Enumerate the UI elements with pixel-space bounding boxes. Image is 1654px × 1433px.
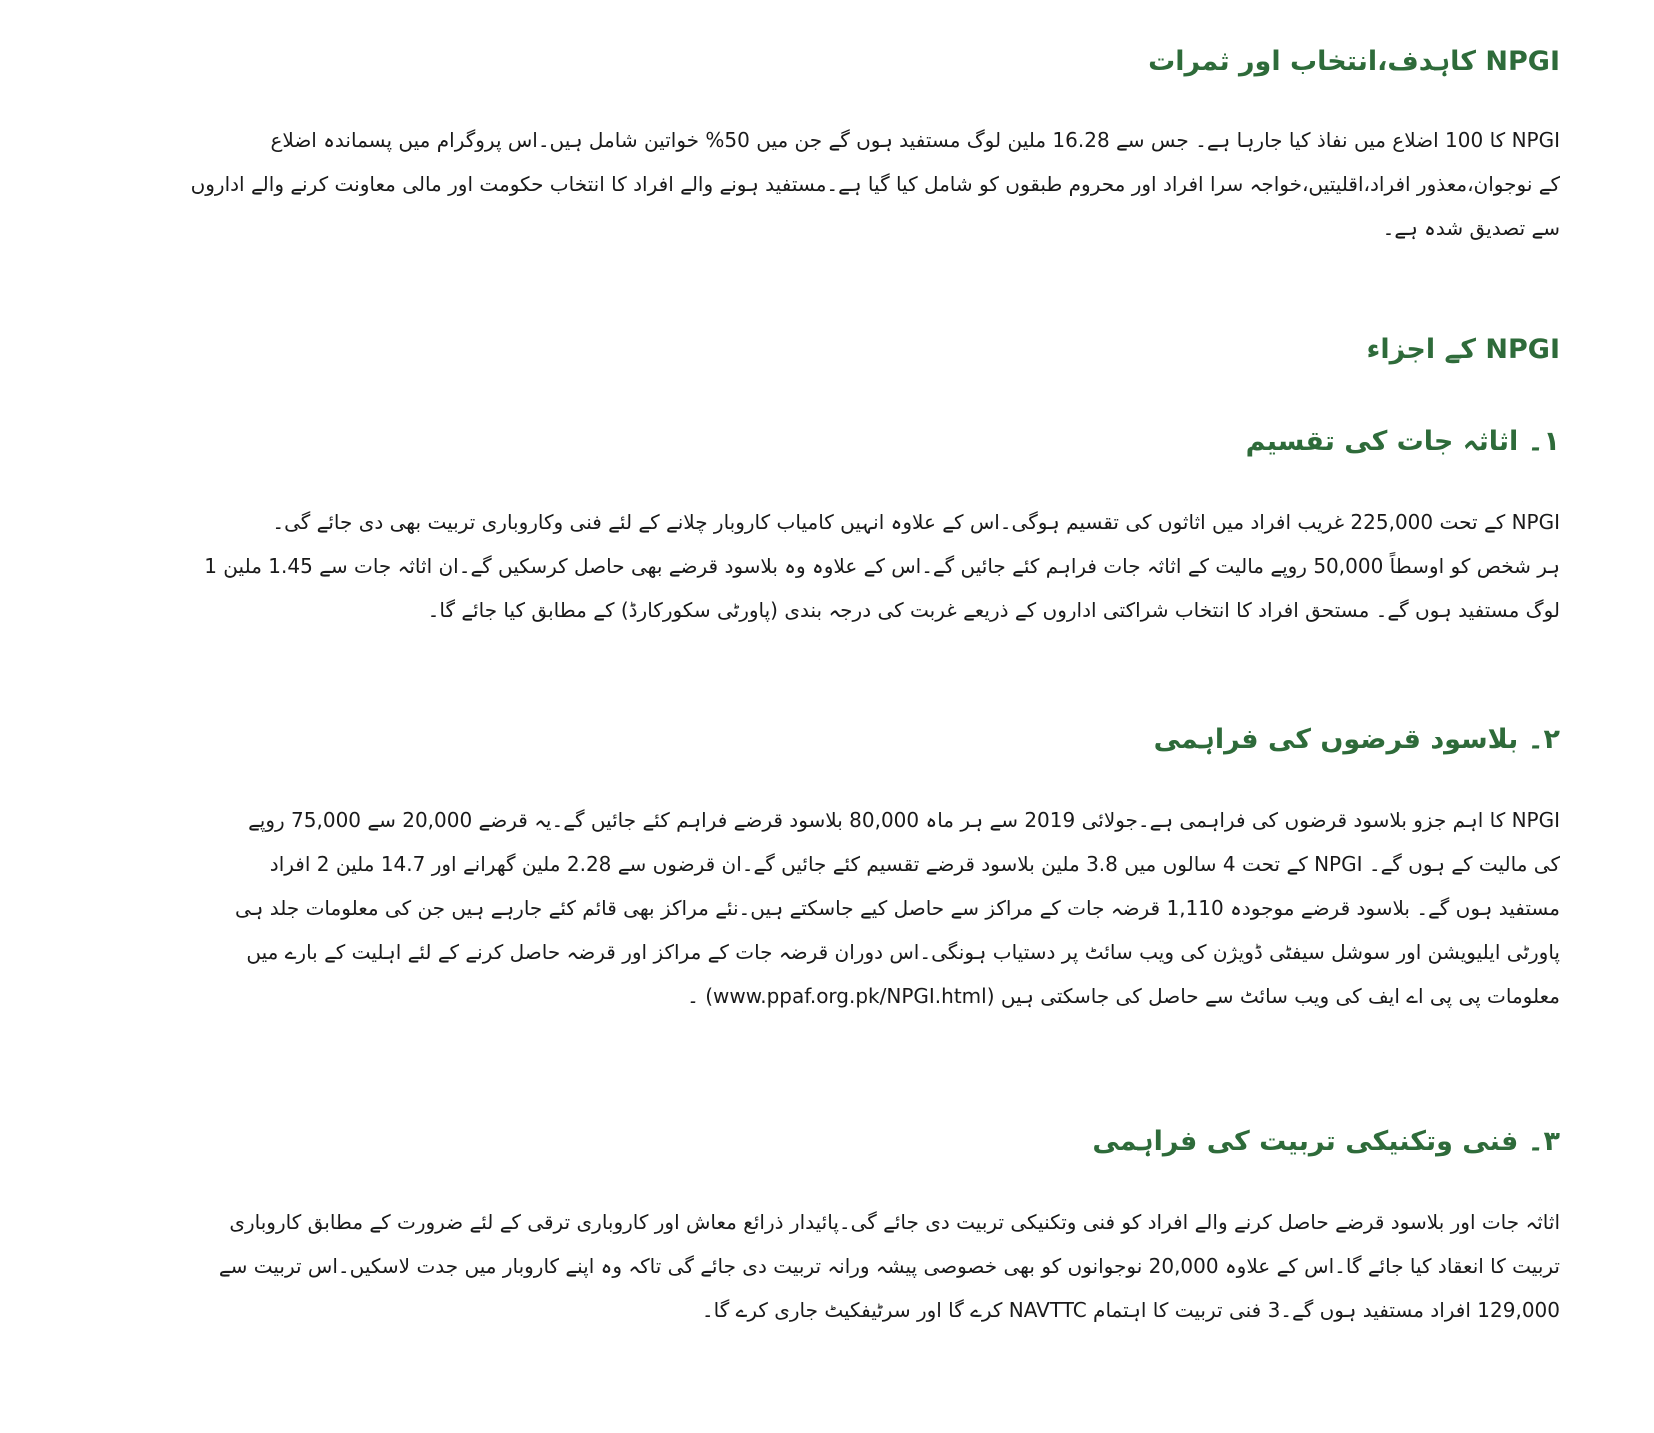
paragraph-assets xyxy=(80,500,1560,632)
paragraph-line: کے نوجوان،معذور افراد،اقلیتیں،خواجہ سرا افراد اور محروم طبقوں کو شامل کیا گیا ہے۔مستفید ہونے والے افراد کا انتخاب حکومت اور مالی معاونت کرنے والے اداروں xyxy=(190,172,1560,196)
section-heading-components: NPGI کے اجزاء xyxy=(1366,334,1560,365)
paragraph-line: کی مالیت کے ہوں گے۔ NPGI کے تحت 4 سالوں میں 3.8 ملین بلاسود قرضے تقسیم کئے جائیں گے۔ان قرضوں سے 2.28 ملین گھرانے اور 14.7 ملین 2 افراد xyxy=(269,852,1560,876)
paragraph-line: مستفید ہوں گے۔ بلاسود قرضے موجودہ 1,110 قرضہ جات کے مراکز سے حاصل کیے جاسکتے ہیں۔نئے مراکز بھی قائم کئے جارہے ہیں جن کی معلومات جلد ہی xyxy=(235,896,1560,920)
paragraph-training xyxy=(80,1200,1560,1332)
paragraph-loans xyxy=(80,798,1560,1018)
paragraph-goals xyxy=(80,118,1560,250)
paragraph-line: 129,000 افراد مستفید ہوں گے۔3 فنی تربیت کا اہتمام NAVTTC کرے گا اور سرٹیفکیٹ جاری کرے گا۔ xyxy=(701,1298,1560,1322)
paragraph-line: پاورٹی ایلیویشن اور سوشل سیفٹی ڈویژن کی ویب سائٹ پر دستیاب ہونگی۔اس دوران قرضہ جات کے مراکز اور قرضہ حاصل کرنے کے لئے اہلیت کے بارے میں xyxy=(246,940,1560,964)
section-heading-loans: ۲۔ بلاسود قرضوں کی فراہمی xyxy=(1153,724,1560,755)
paragraph-line: تربیت کا انعقاد کیا جائے گا۔اس کے علاوہ 20,000 نوجوانوں کو بھی خصوصی پیشہ ورانہ تربیت دی جائے گی تاکہ وہ اپنے کاروبار میں جدت لاسکیں۔اس تربیت سے xyxy=(218,1254,1560,1278)
paragraph-line: ہر شخص کو اوسطاً 50,000 روپے مالیت کے اثاثہ جات فراہم کئے جائیں گے۔اس کے علاوہ وہ بلاسود قرضے بھی حاصل کرسکیں گے۔ان اثاثہ جات سے 1.45 ملین 1 xyxy=(204,554,1560,578)
section-heading-goals: NPGI کاہدف،انتخاب اور ثمرات xyxy=(1148,46,1560,77)
paragraph-line: NPGI کے تحت 225,000 غریب افراد میں اثاثوں کی تقسیم ہوگی۔اس کے علاوہ انہیں کامیاب کاروبار چلانے کے لئے فنی وکاروباری تربیت بھی دی جائے گی۔ xyxy=(272,510,1560,534)
paragraph-line: NPGI کا اہم جزو بلاسود قرضوں کی فراہمی ہے۔جولائی 2019 سے ہر ماہ 80,000 بلاسود قرضے فراہم کئے جائیں گے۔یہ قرضے 20,000 سے 75,000 روپے xyxy=(248,808,1560,832)
paragraph-line: معلومات پی پی اے ایف کی ویب سائٹ سے حاصل کی جاسکتی ہیں (www.ppaf.org.pk/NPGI.html) ۔ xyxy=(687,984,1560,1008)
section-heading-assets: ۱۔ اثاثہ جات کی تقسیم xyxy=(1245,426,1560,457)
paragraph-line: سے تصدیق شدہ ہے۔ xyxy=(1382,216,1560,240)
paragraph-line: اثاثہ جات اور بلاسود قرضے حاصل کرنے والے افراد کو فنی وتکنیکی تربیت دی جائے گی۔پائیدار ذرائع معاش اور کاروباری ترقی کے لئے ضرورت کے مطابق کاروباری xyxy=(229,1210,1560,1234)
paragraph-line: لوگ مستفید ہوں گے۔ مستحق افراد کا انتخاب شراکتی اداروں کے ذریعے غربت کی درجہ بندی (پاورٹی سکورکارڈ) کے مطابق کیا جائے گا۔ xyxy=(427,598,1560,622)
section-heading-training: ۳۔ فنی وتکنیکی تربیت کی فراہمی xyxy=(1092,1126,1560,1157)
paragraph-line: NPGI کا 100 اضلاع میں نفاذ کیا جارہا ہے۔ جس سے 16.28 ملین لوگ مستفید ہوں گے جن میں 50% خواتین شامل ہیں۔اس پروگرام میں پسماندہ اضلاع xyxy=(270,128,1560,152)
